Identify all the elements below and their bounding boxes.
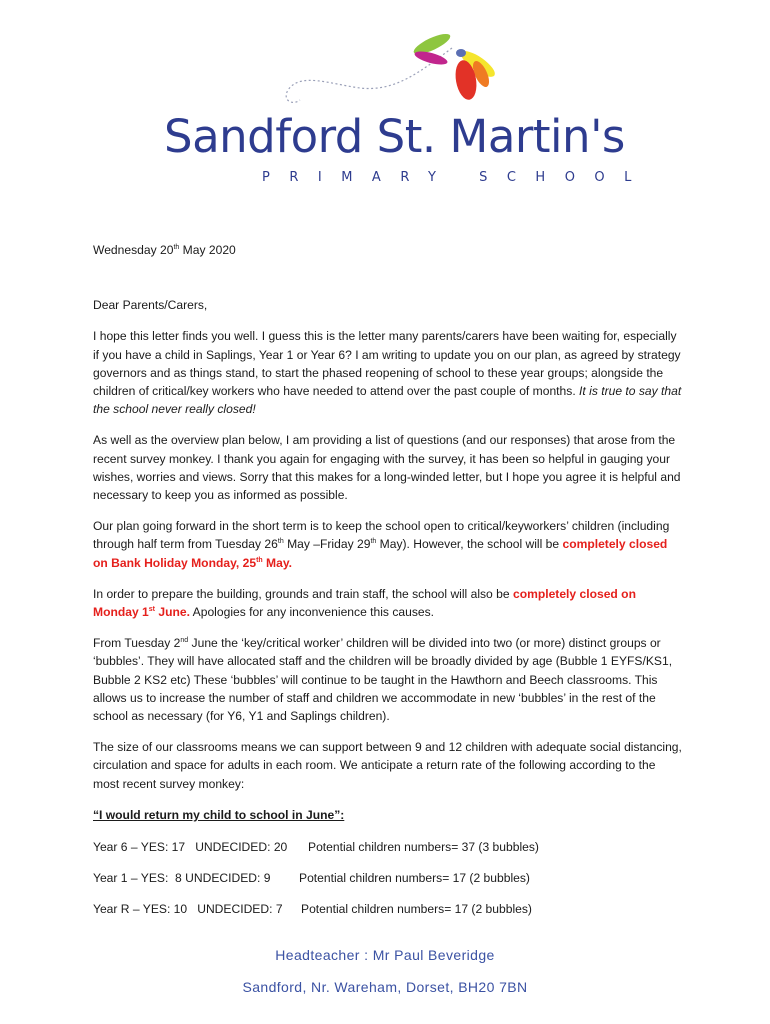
letter-body [93, 241, 683, 932]
school-logo [0, 0, 770, 200]
stat-row-year6: Year 6 – YES: 17 UNDECIDED: 20 Potential children numbers= 37 (3 bubbles) [93, 840, 539, 855]
footer-address: Sandford, Nr. Wareham, Dorset, BH20 7BN [242, 979, 528, 995]
paragraph-overview: As well as the overview plan below, I am providing a list of questions (and our responses) that arose from the recent survey monkey. I thank you again for engaging with the survey, it has been so helpful in gauging your wishes, worries and views. Sorry that this makes for a long-winded letter, but I hope you agree it is helpful and necessary to keep you as informed as possible. [93, 433, 681, 503]
footer-headteacher: Headteacher : Mr Paul Beveridge [275, 947, 495, 963]
school-subtitle: PRIMARY SCHOOL [262, 170, 651, 185]
stat-row-yearR: Year R – YES: 10 UNDECIDED: 7 Potential children numbers= 17 (2 bubbles) [93, 902, 532, 917]
salutation: Dear Parents/Carers, [93, 298, 208, 313]
paragraph-closure: In order to prepare the building, grounds and train staff, the school will also be completely closed on Monday 1st June. Apologies for any inconvenience this causes. [93, 586, 636, 620]
paragraph-bubbles: From Tuesday 2nd June the ‘key/critical worker’ children will be divided into two (or more) distinct groups or ‘bubbles’. They will have allocated staff and the children will be broadly divided by age (Bubble 1 EYFS/KS1, Bubble 2 KS2 etc) These ‘bubbles’ will continue to be taught in the Hawthorn and Beech classrooms. This allows us to increase the number of staff and children we accommodate in new ‘bubbles’ in the rest of the school as necessary (for Y6, Y1 and Saplings children). [93, 636, 673, 724]
paragraph-classrooms: The size of our classrooms means we can support between 9 and 12 children with adequate social distancing, circulation and space for adults in each room. We anticipate a return rate of the following according to the most recent survey monkey: [93, 740, 682, 791]
school-name: Sandford St. Martin's [164, 110, 625, 163]
paragraph-intro: I hope this letter finds you well. I guess this is the letter many parents/carers have been waiting for, especially if you have a child in Saplings, Year 1 or Year 6? I am writing to update you on our plan, as agreed by strategy governors and as things stand, to start the phased reopening of school to these year groups; alongside the children of critical/key workers who have needed to attend over the past couple of months. It is true to say that the school never really closed! [93, 329, 682, 417]
letter-date: Wednesday 20th May 2020 [93, 243, 236, 257]
survey-heading: “I would return my child to school in June”: [93, 807, 345, 822]
stat-row-year1: Year 1 – YES: 8 UNDECIDED: 9 Potential children numbers= 17 (2 bubbles) [93, 871, 530, 886]
paragraph-plan: Our plan going forward in the short term is to keep the school open to critical/keyworkers’ children (including through half term from Tuesday 26th May –Friday 29th May). However, the school will be completely closed on Bank Holiday Monday, 25th May. [93, 519, 670, 570]
